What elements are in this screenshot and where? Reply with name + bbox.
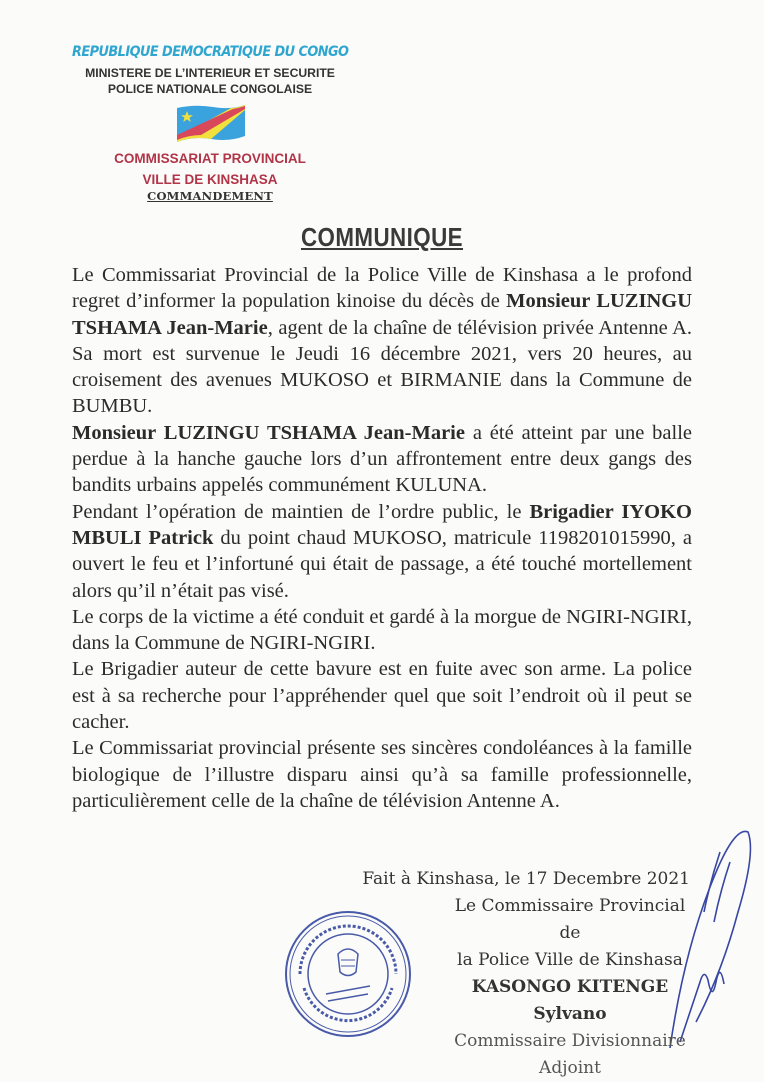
paragraph [72,499,692,604]
commissariat-name: COMMISSARIAT PROVINCIAL [114,151,306,166]
text-segment: du point chaud MUKOSO, matricule 1198201015990, a ouvert le feu et l’infortuné qui était de passage, a été touché mortellement alors qu’il n’était pas visé. [72,526,692,602]
bold-text-segment: Brigadier IYOKO MBULI Patrick [72,500,692,549]
paragraph [72,420,692,499]
paragraph [72,735,692,814]
signatory-role-line1: Le Commissaire Provincial de [454,896,686,943]
ministry-name: MINISTERE DE L’INTERIEUR ET SECURITE [85,66,335,80]
drc-flag-icon [171,102,249,146]
text-segment: a été atteint par une balle perdue à la hanche gauche lors d’un affrontement entre deux gangs des bandits urbains appelés communément KULUNA. [72,421,692,497]
republic-name: REPUBLIQUE DEMOCRATIQUE DU CONGO [72,44,349,60]
document-title: COMMUNIQUE [300,222,464,252]
signatory-name: KASONGO KITENGE Sylvano [471,977,669,1024]
communique-body [72,262,692,814]
text-segment: Le Commissariat provincial présente ses sincères condoléances à la famille biologique de l’illustre disparu ainsi qu’à sa famille professionnelle, particulièrement celle de la chaîne de télévision Antenne A. [72,737,692,812]
text-segment: Le corps de la victime a été conduit et gardé à la morgue de NGIRI-NGIRI, dans la Commune de NGIRI-NGIRI. [72,605,692,655]
signatory-role-line2: la Police Ville de Kinshasa [457,950,683,970]
city-name: VILLE DE KINSHASA [142,172,278,187]
paragraph [72,604,692,657]
bold-text-segment: Monsieur LUZINGU TSHAMA Jean-Marie [72,421,465,444]
signature-block [300,866,690,1082]
paragraph [72,656,692,735]
text-segment: , agent de la chaîne de télévision privée Antenne A. Sa mort est survenue le Jeudi 16 décembre 2021, vers 20 heures, au croisement des avenues MUKOSO et BIRMANIE dans la Commune de BUMBU. [72,316,693,418]
text-segment: Le Brigadier auteur de cette bavure est en fuite avec son arme. La police est à sa recherche pour l’appréhender quel que soit l’endroit où il peut se cacher. [72,658,692,734]
commandement-label: COMMANDEMENT [147,189,273,203]
police-name: POLICE NATIONALE CONGOLAISE [107,82,313,96]
signatory-rank: Commissaire Divisionnaire Adjoint [454,1031,686,1078]
bold-text-segment: Monsieur LUZINGU TSHAMA Jean-Marie [72,290,692,339]
text-segment: Pendant l’opération de maintien de l’ordre public, le [72,500,530,523]
text-segment: Le Commissariat Provincial de la Police Ville de Kinshasa a le profond regret d’informer la population kinoise du décès de [72,264,692,313]
letterhead [60,44,360,203]
paragraph [72,262,692,420]
place-date: Fait à Kinshasa, le 17 Decembre 2021 [362,869,690,889]
